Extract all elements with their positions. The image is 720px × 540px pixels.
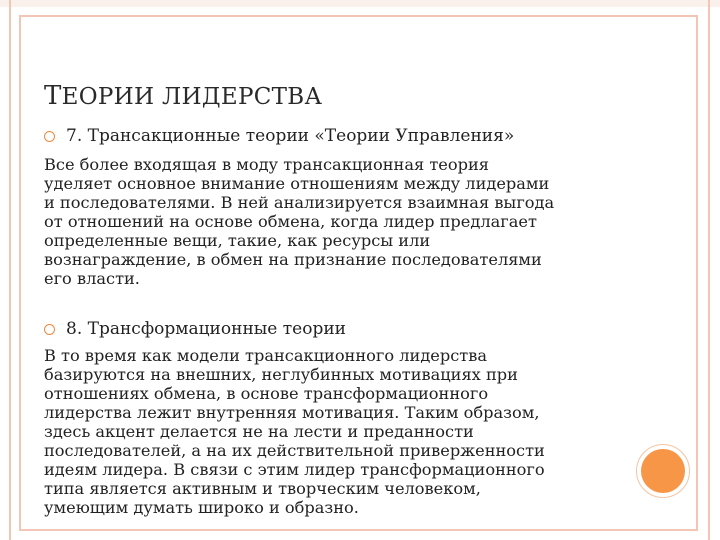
title-first-letter: Т	[44, 81, 62, 111]
text-line: лидерства лежит внутренняя мотивация. Таким образом,	[44, 403, 540, 422]
title-text: ЕОРИИ ЛИДЕРСТВА	[61, 84, 323, 110]
text-line: от отношений на основе обмена, когда лидер предлагает	[44, 212, 537, 231]
section-heading-7: 7. Трансакционные теории «Теории Управления»	[66, 126, 515, 146]
slide-title	[44, 81, 322, 111]
text-line: идеям лидера. В связи с этим лидер трансформационного	[44, 460, 545, 479]
circle-bullet-icon	[44, 131, 55, 142]
text-line: определенные вещи, такие, как ресурсы или	[44, 231, 431, 250]
section-body-7	[44, 155, 634, 288]
text-line: Все более входящая в моду трансакционная теория	[44, 155, 489, 174]
text-line: отношениях обмена, в основе трансформационного	[44, 384, 489, 403]
text-line: умеющим думать широко и образно.	[44, 498, 359, 517]
section-heading-8: 8. Трансформационные теории	[66, 319, 347, 339]
section-body-8	[44, 346, 634, 517]
top-band	[0, 0, 720, 7]
text-line: его власти.	[44, 269, 140, 288]
text-line: типа является активным и творческим человеком,	[44, 479, 481, 498]
text-line: здесь акцент делается не на лести и преданности	[44, 422, 474, 441]
text-line: последователей, а на их действительной приверженности	[44, 441, 545, 460]
text-line: уделяет основное внимание отношениям между лидерами	[44, 174, 550, 193]
text-line: базируются на внешних, неглубинных мотивациях при	[44, 365, 518, 384]
text-line: В то время как модели трансакционного лидерства	[44, 346, 488, 365]
text-line: вознаграждение, в обмен на признание последователями	[44, 250, 542, 269]
text-line: и последователями. В ней анализируется взаимная выгода	[44, 193, 555, 212]
right-stripe	[708, 0, 710, 540]
circle-bullet-icon	[44, 324, 55, 335]
left-stripe	[9, 0, 11, 540]
orange-circle-icon	[641, 449, 685, 493]
